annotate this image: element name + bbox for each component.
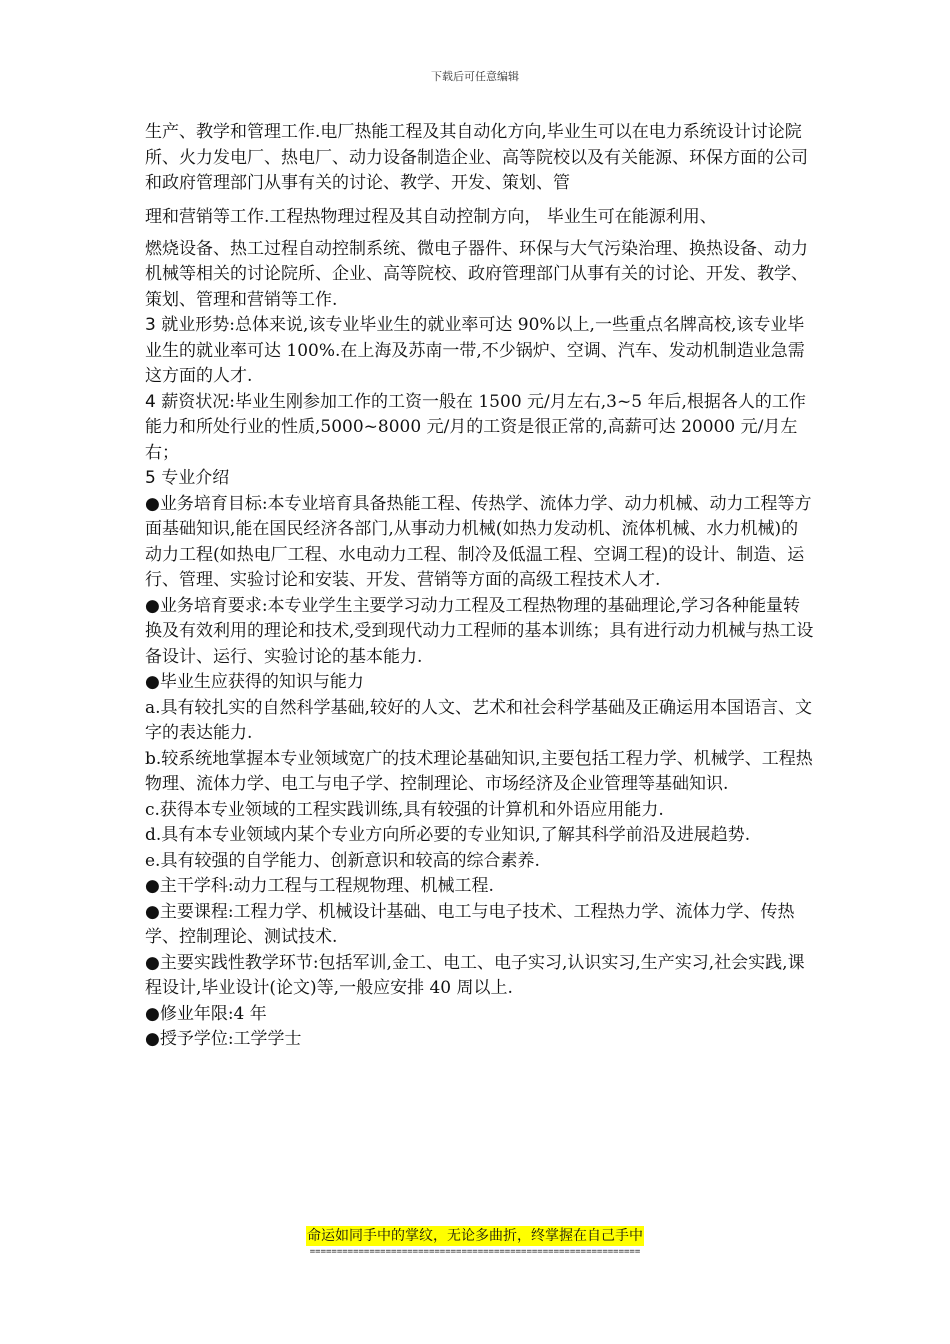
page-header: 下载后可任意编辑 — [431, 70, 519, 83]
document-body — [145, 120, 815, 1053]
footer-rule: ============================================================= — [309, 1247, 641, 1257]
paragraph-knowledge-abilities: ●毕业生应获得的知识与能力 — [145, 672, 364, 692]
paragraph-thermal-physics-direction: 理和营销等工作.工程热物理过程及其自动控制方向， 毕业生可在能源利用、 — [145, 206, 717, 227]
list-item-c: c.获得本专业领域的工程实践训练,具有较强的计算机和外语应用能力. — [145, 799, 664, 820]
paragraph-main-courses: ●主要课程:工程力学、机械设计基础、电工与电子技术、工程热力学、流体力学、传热学、控制理论、测试技术. — [145, 901, 795, 947]
section-heading-major-intro: 5 专业介绍 — [145, 468, 230, 488]
paragraph-career-directions: 生产、教学和管理工作.电厂热能工程及其自动化方向,毕业生可以在电力系统设计讨论院所、火力发电厂、热电厂、动力设备制造企业、高等院校以及有关能源、环保方面的公司和政府管理部门从事有关的讨论、教学、开发、策划、管 — [145, 122, 808, 193]
paragraph-practice: ●主要实践性教学环节:包括军训,金工、电工、电子实习,认识实习,生产实习,社会实践,课程设计,毕业设计(论文)等,一般应安排 40 周以上. — [145, 952, 805, 998]
footer-motto: 命运如同手中的掌纹，无论多曲折，终掌握在自己手中 — [307, 1228, 643, 1244]
section-label-employment: 3 就业形势 — [145, 315, 230, 335]
paragraph-study-years: ●修业年限:4 年 — [145, 1003, 267, 1024]
section-label-salary: 4 薪资状况 — [145, 391, 230, 412]
list-item-e: e.具有较强的自学能力、创新意识和较高的综合素养. — [145, 850, 540, 871]
salary-text: :毕业生刚参加工作的工资一般在 1500 元/月左右,3~5 年后,根据各人的工作能力和所处行业的性质,5000~8000 元/月的工资是很正常的,高薪可达 20000 元/月左右； — [145, 391, 806, 463]
paragraph-thermal-physics-fields: 燃烧设备、热工过程自动控制系统、微电子器件、环保与大气污染治理、换热设备、动力机械等相关的讨论院所、企业、高等院校、政府管理部门从事有关的讨论、开发、教学、策划、管理和营销等工作. — [145, 238, 808, 310]
list-item-b: b.较系统地掌握本专业领域宽广的技术理论基础知识,主要包括工程力学、机械学、工程热物理、流体力学、电工与电子学、控制理论、市场经济及企业管理等基础知识. — [145, 748, 813, 794]
page-footer — [0, 1225, 950, 1258]
paragraph-training-goal: ●业务培育目标:本专业培育具备热能工程、传热学、流体力学、动力机械、动力工程等方面基础知识,能在国民经济各部门,从事动力机械(如热力发动机、流体机械、水力机械)的动力工程(如热电厂工程、水电动力工程、制冷及低温工程、空调工程)的设计、制造、运行、管理、实验讨论和安装、开发、营销等方面的高级工程技术人才. — [145, 493, 812, 590]
list-item-d: d.具有本专业领域内某个专业方向所必要的专业知识,了解其科学前沿及进展趋势. — [145, 825, 751, 845]
paragraph-training-requirements: ●业务培育要求:本专业学生主要学习动力工程及工程热物理的基础理论,学习各种能量转换及有效利用的理论和技术,受到现代动力工程师的基本训练；具有进行动力机械与热工设备设计、运行、实验讨论的基本能力. — [145, 595, 814, 667]
employment-text: :总体来说,该专业毕业生的就业率可达 90%以上,一些重点名牌高校,该专业毕业生的就业率可达 100%.在上海及苏南一带,不少锅炉、空调、汽车、发动机制造业急需这方面的人才. — [145, 315, 805, 386]
list-item-a: a.具有较扎实的自然科学基础,较好的人文、艺术和社会科学基础及正确运用本国语言、文字的表达能力. — [145, 697, 812, 743]
paragraph-main-disciplines: ●主干学科:动力工程与工程规物理、机械工程. — [145, 876, 494, 896]
paragraph-salary — [145, 390, 815, 467]
paragraph-degree: ●授予学位:工学学士 — [145, 1029, 302, 1049]
paragraph-employment — [145, 313, 815, 390]
